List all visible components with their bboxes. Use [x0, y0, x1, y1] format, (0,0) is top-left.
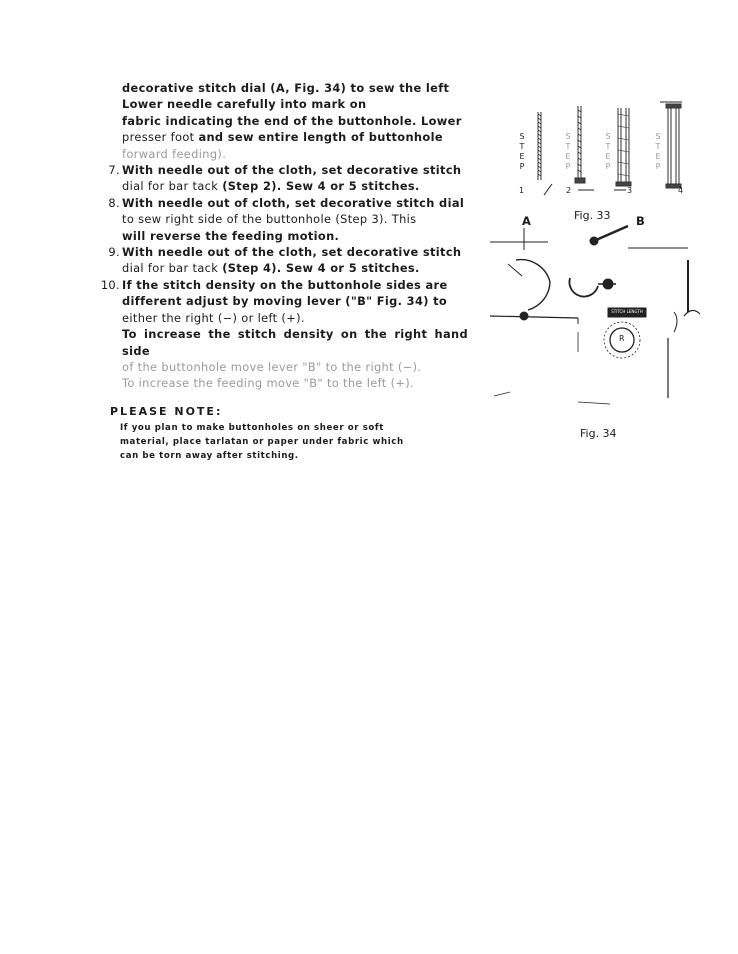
step-number: 3	[627, 186, 633, 195]
step-text: fabric indicating the end of the buttonhole. Lower	[122, 113, 462, 128]
step-text: and sew entire length of buttonhole	[198, 130, 443, 145]
step-text: To increase the feeding move "B" to the left (+).	[122, 376, 415, 391]
step-line	[122, 80, 468, 96]
step-number: 1	[519, 186, 525, 195]
step-number: 9.	[108, 245, 120, 260]
step-number: 4	[678, 186, 684, 195]
step-number: 7.	[108, 163, 120, 178]
note-line: material, place tarlatan or paper under fabric which	[120, 437, 404, 447]
step-text: of the buttonhole move lever "B" to the right (−).	[122, 359, 422, 374]
step-text: to sew right side of the buttonhole (Step 3). This	[122, 212, 417, 227]
step-text: (A, Fig. 34)	[270, 81, 347, 95]
step-text: forward feeding).	[122, 146, 227, 161]
step-line	[122, 195, 468, 211]
instruction-step	[96, 244, 468, 277]
buttonhole-steps-illustration	[510, 100, 690, 200]
step-line	[122, 260, 468, 276]
step-text: . Sew 4 or 5 stitches.	[276, 261, 420, 276]
lever-label-b: B	[636, 214, 645, 228]
step-text: . Sew 4 or 5 stitches.	[276, 179, 420, 194]
figure-33-caption: Fig. 33	[574, 209, 611, 222]
step-label-3: S T E P	[605, 132, 611, 171]
step-line	[122, 113, 468, 129]
figure-34-caption: Fig. 34	[580, 427, 617, 440]
step-line	[122, 277, 468, 293]
machine-panel-illustration	[488, 220, 708, 420]
instruction-step	[96, 162, 468, 195]
step-text: presser foot	[122, 130, 199, 145]
step-number: 2	[566, 186, 572, 195]
step-line	[122, 162, 468, 178]
step-text: either the right (−) or left (+).	[122, 310, 305, 325]
step-line	[122, 146, 468, 162]
step-line	[122, 228, 468, 244]
note-body	[120, 421, 450, 463]
note-line: If you plan to make buttonholes on sheer or soft	[120, 423, 384, 433]
step-line	[122, 375, 468, 391]
note-heading: PLEASE NOTE:	[110, 405, 223, 418]
dial-label-a: A	[522, 214, 531, 228]
step-text: (Step 2)	[222, 179, 277, 194]
step-text: If the stitch density on the buttonhole sides are	[122, 277, 448, 292]
step-line	[122, 178, 468, 194]
step-line	[122, 129, 468, 145]
step-label-2: S T E P	[565, 132, 571, 171]
instruction-step	[96, 195, 468, 244]
step-text: With needle out of the cloth, set decorative stitch	[122, 245, 462, 260]
step-line	[122, 244, 468, 260]
instruction-step	[96, 277, 468, 392]
note-line: can be torn away after stitching.	[120, 451, 299, 461]
figure-33	[510, 100, 690, 215]
step-text: will reverse the feeding motion.	[122, 228, 340, 243]
step-text: dial for bar tack	[122, 261, 223, 276]
step-text: to sew the left	[346, 81, 450, 95]
step-label-4: S T E P	[655, 132, 661, 171]
step-label-1: S T E P	[519, 132, 525, 171]
step-text: With needle out of the cloth, set decorative stitch	[122, 163, 462, 178]
instruction-step	[96, 80, 468, 162]
step-text: dial for bar tack	[122, 179, 223, 194]
step-line	[122, 359, 468, 375]
step-number: 10.	[100, 277, 120, 292]
dial-letter: R	[619, 334, 625, 343]
step-line	[122, 310, 468, 326]
step-line	[122, 96, 468, 112]
step-text: (Step 4)	[222, 261, 277, 276]
step-text: different adjust by moving lever ("B" Fig. 34) to	[122, 294, 448, 309]
step-number: 8.	[108, 195, 120, 210]
step-text: Lower needle carefully into mark on	[122, 97, 367, 112]
step-line	[122, 326, 468, 359]
step-text: With needle out of cloth, set decorative stitch dial	[122, 195, 465, 210]
step-line	[122, 293, 468, 309]
instruction-steps	[96, 80, 468, 392]
stitch-length-label: STITCH LENGTH	[611, 309, 643, 314]
step-text: To increase the stitch density on the right hand side	[122, 327, 468, 358]
step-line	[122, 211, 468, 227]
step-text: decorative stitch dial	[122, 81, 271, 95]
